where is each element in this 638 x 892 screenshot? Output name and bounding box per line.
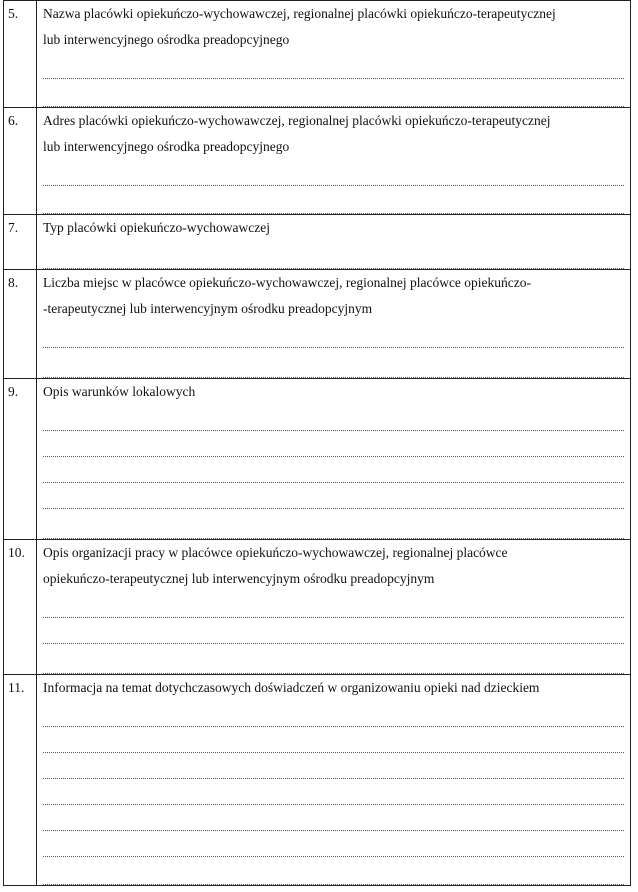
answer-line[interactable]	[43, 509, 624, 539]
form-section-6	[4, 108, 631, 215]
section-content	[37, 540, 631, 675]
answer-line[interactable]	[43, 592, 624, 618]
section-content	[37, 270, 631, 379]
answer-line[interactable]	[43, 160, 624, 186]
form-section-9	[4, 379, 631, 540]
form-section-8	[4, 270, 631, 379]
section-content	[37, 215, 631, 270]
section-number: 7.	[4, 215, 37, 270]
section-content	[37, 379, 631, 540]
answer-line[interactable]	[43, 322, 624, 348]
answer-line[interactable]	[43, 805, 624, 831]
section-content	[37, 108, 631, 215]
section-content	[37, 675, 631, 886]
answer-line[interactable]	[43, 701, 624, 727]
answer-line[interactable]	[43, 53, 624, 79]
section-label: Nazwa placówki opiekuńczo-wychowawczej, regionalnej placówki opiekuńczo-terapeutycznej lub interwencyjnego ośrodka preadopcyjnego	[43, 6, 556, 47]
section-label: Opis organizacji pracy w placówce opiekuńczo-wychowawczej, regionalnej placówce opiekuńczo-terapeutycznej lub interwencyjnym ośrodku preadopcyjnym	[43, 545, 508, 586]
section-content	[37, 1, 631, 108]
answer-line[interactable]	[43, 405, 624, 431]
answer-line[interactable]	[43, 241, 624, 269]
application-form-table	[3, 0, 631, 886]
answer-line[interactable]	[43, 186, 624, 214]
answer-line[interactable]	[43, 857, 624, 885]
section-label: Liczba miejsc w placówce opiekuńczo-wychowawczej, regionalnej placówce opiekuńczo- -terapeutycznej lub interwencyjnym ośrodku preadopcyjnym	[43, 275, 532, 316]
section-label: Informacja na temat dotychczasowych doświadczeń w organizowaniu opieki nad dzieckiem	[43, 680, 540, 695]
section-number: 10.	[4, 540, 37, 675]
answer-line[interactable]	[43, 348, 624, 378]
answer-line[interactable]	[43, 753, 624, 779]
answer-line[interactable]	[43, 831, 624, 857]
section-number: 6.	[4, 108, 37, 215]
answer-line[interactable]	[43, 457, 624, 483]
form-section-11	[4, 675, 631, 886]
section-label: Typ placówki opiekuńczo-wychowawczej	[43, 220, 270, 235]
answer-line[interactable]	[43, 618, 624, 644]
section-label: Opis warunków lokalowych	[43, 384, 196, 399]
answer-line[interactable]	[43, 79, 624, 107]
answer-line[interactable]	[43, 644, 624, 674]
section-number: 9.	[4, 379, 37, 540]
form-section-5	[4, 1, 631, 108]
answer-line[interactable]	[43, 727, 624, 753]
form-section-10	[4, 540, 631, 675]
answer-line[interactable]	[43, 431, 624, 457]
section-label: Adres placówki opiekuńczo-wychowawczej, regionalnej placówki opiekuńczo-terapeutycznej lub interwencyjnego ośrodka preadopcyjnego	[43, 113, 551, 154]
answer-line[interactable]	[43, 779, 624, 805]
form-section-7	[4, 215, 631, 270]
section-number: 8.	[4, 270, 37, 379]
section-number: 11.	[4, 675, 37, 886]
section-number: 5.	[4, 1, 37, 108]
answer-line[interactable]	[43, 483, 624, 509]
